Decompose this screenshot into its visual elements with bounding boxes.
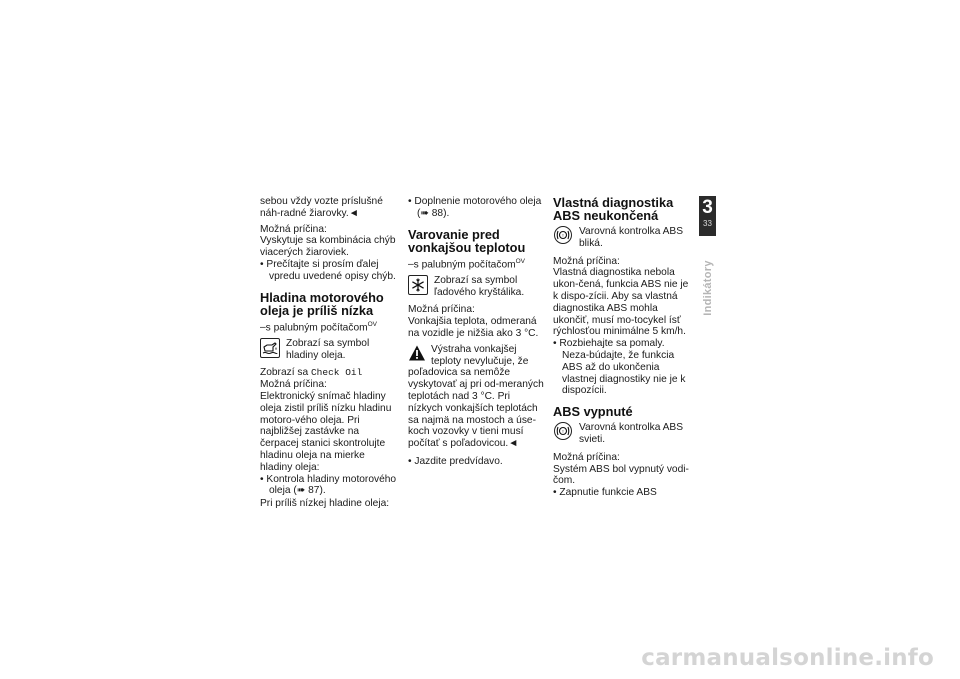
icon-caption: Zobrazí sa symbol hladiny oleja. (286, 337, 370, 361)
chapter-number: 3 (702, 197, 713, 218)
ov-superscript: OV (515, 257, 526, 265)
abs-warning-icon (554, 422, 572, 440)
bullet-item: • Doplnenie motorového oleja (➠ 88). (408, 196, 542, 219)
section-heading-temperature: Varovanie pred vonkajšou teplotou (408, 226, 526, 255)
subheading-text: s palubným počítačom (265, 321, 368, 333)
subheading (408, 256, 546, 271)
page-number: 33 (703, 219, 712, 228)
warning-text: Výstraha vonkajšej teploty nevylučuje, že poľadovica sa nemôže vyskytovať aj pri od-meraných teplotách nad 3 °C. Pri nízkych vonkajších teplotách sa najmä na mostoch a úse-koch vozovky v tieni musí počítať s poľadovicou.◄ (408, 343, 544, 450)
text-paragraph: sebou vždy vozte príslušné náh-radné žiarovky.◄ (260, 196, 383, 219)
bullet-item: • Rozbiehajte sa pomaly. Neza-búdajte, že funkcia ABS až do ukončenia vlastnej diagnostiky nie je k dispozícii. (553, 338, 686, 397)
section-heading-abs-diagnostics: Vlastná diagnostika ABS neukončená (553, 195, 674, 223)
abs-on-row (553, 422, 689, 446)
section-heading-abs-off: ABS vypnuté (553, 404, 633, 420)
subheading (260, 319, 398, 334)
warning-block (408, 344, 546, 450)
text-paragraph: Možná príčina: (260, 379, 327, 391)
warning-triangle-icon (408, 344, 426, 362)
display-message: Check Oil (310, 367, 363, 379)
column-3 (553, 196, 689, 500)
abs-warning-icon (554, 226, 572, 244)
column-1 (260, 196, 398, 514)
chapter-side-label: Indikátory (702, 260, 714, 316)
bullet-item: • Jazdite predvídavo. (408, 455, 503, 467)
svg-text:!: ! (562, 429, 564, 434)
text-paragraph: Vonkajšia teplota, odmeraná na vozidle je nižšia ako 3 °C. (408, 316, 539, 339)
oil-level-icon (260, 338, 280, 358)
ov-superscript: OV (367, 320, 378, 328)
display-label: Zobrazí sa (260, 367, 309, 379)
icon-caption: Zobrazí sa symbol ľadového kryštálika. (434, 274, 525, 298)
subheading-text: s palubným počítačom (413, 258, 516, 270)
text-paragraph: Vlastná diagnostika nebola ukon-čená, funkcia ABS nie je k dispo-zícii. Aby sa vlastná diagnostika ABS mohla ukončiť, musí mo-tocykel ísť rýchlosťou minimálne 5 km/h. (553, 267, 689, 338)
bullet-item: • Prečítajte si prosím ďalej vpredu uvedené opisy chýb. (260, 258, 396, 282)
icon-caption: Varovná kontrolka ABS svieti. (579, 422, 684, 445)
text-paragraph: Vyskytuje sa kombinácia chýb viacerých žiaroviek. (260, 235, 396, 259)
watermark: carmanualsonline.info (641, 645, 934, 671)
text-paragraph: Systém ABS bol vypnutý vodi-čom. (553, 463, 689, 487)
section-heading-oil: Hladina motorového oleja je príliš nízka (260, 289, 384, 318)
text-paragraph: Možná príčina: (553, 255, 620, 267)
text-paragraph: Elektronický snímač hladiny oleja zistil príliš nízku hladinu motoro-vého oleja. Pri najbližšej zastávke na čerpacej stanici skontrolujte hladinu oleja na mierke hladiny oleja: (260, 390, 392, 473)
abs-blink-row (553, 226, 689, 250)
text-paragraph (260, 367, 398, 379)
text-paragraph: Možná príčina: (260, 223, 327, 235)
icon-caption: Varovná kontrolka ABS bliká. (579, 226, 684, 249)
bullet-item: • Kontrola hladiny motorového oleja (➠ 87). (260, 473, 397, 497)
svg-text:!: ! (562, 233, 564, 238)
text-paragraph: Možná príčina: (408, 304, 475, 316)
text-paragraph: Pri príliš nízkej hladine oleja: (260, 498, 390, 510)
chapter-tab (699, 196, 716, 236)
text-paragraph: Možná príčina: (553, 451, 620, 463)
oil-symbol-row (260, 338, 398, 362)
frost-symbol-row (408, 275, 546, 299)
bullet-item: • Zapnutie funkcie ABS (553, 487, 657, 499)
ice-crystal-icon (408, 275, 428, 295)
column-2 (408, 196, 546, 469)
